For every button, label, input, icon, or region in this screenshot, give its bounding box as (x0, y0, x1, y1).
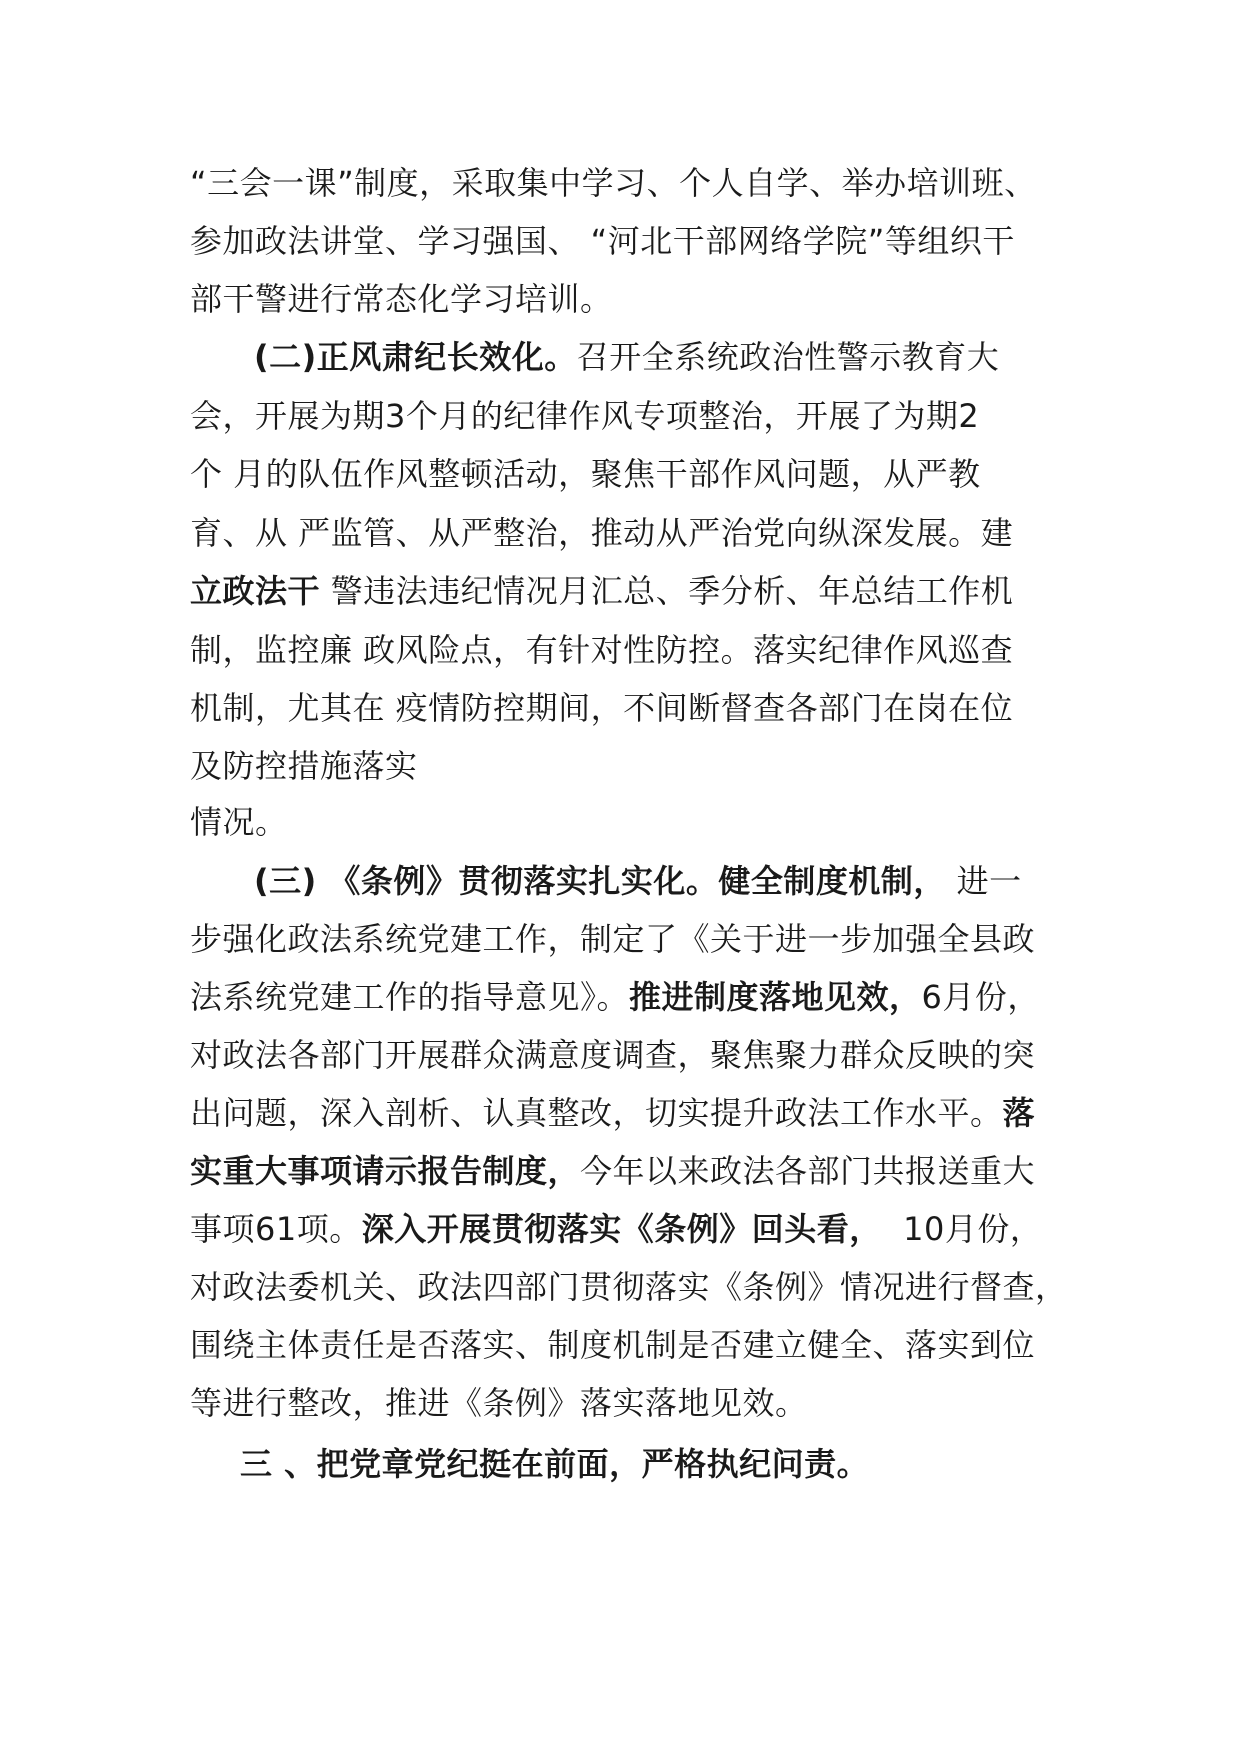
text-line (190, 919, 1035, 959)
text-line (190, 746, 418, 786)
text-line (190, 1383, 808, 1423)
text-segment: 等进行整改，推进《条例》落实落地见效。 (190, 1384, 808, 1422)
text-segment: 10月份， (881, 1210, 1043, 1248)
chapter-heading-line (240, 1444, 869, 1484)
text-segment: 6月份， (921, 978, 1040, 1016)
text-segment: 法系统党建工作的指导意见》。 (190, 978, 630, 1016)
text-segment: 个 月的队伍作风整顿活动，聚焦干部作风问题，从严教 (190, 455, 981, 493)
text-line (190, 688, 1013, 728)
bold-segment: 实重大事项请示报告制度， (190, 1152, 581, 1190)
text-segment: 对政法各部门开展群众满意度调查，聚焦聚力群众反映的突 (190, 1036, 1036, 1074)
text-segment: 事项61项。 (190, 1210, 362, 1248)
text-segment: 制，监控廉 政风险点，有针对性防控。落实纪律作风巡查 (190, 631, 1014, 669)
text-segment: “三会一课”制度，采取集中学习、个人自学、举办培训班、 (190, 164, 1037, 202)
text-segment: 围绕主体责任是否落实、制度机制是否建立健全、落实到位 (190, 1326, 1036, 1364)
text-line (190, 1267, 1068, 1307)
text-line (190, 571, 1013, 611)
text-segment: 出问题，深入剖析、认真整改，切实提升政法工作水平。 (190, 1094, 1003, 1132)
chapter-heading: 三 、把党章党纪挺在前面，严格执纪问责。 (240, 1445, 870, 1483)
text-segment: 情况。 (190, 803, 288, 841)
text-line (190, 1093, 1035, 1133)
text-segment: 部干警进行常态化学习培训。 (190, 280, 613, 318)
text-line (190, 163, 1037, 203)
text-line (190, 977, 1040, 1017)
text-line (190, 279, 613, 319)
text-line (190, 1035, 1035, 1075)
text-segment: 对政法委机关、政法四部门贯彻落实《条例》情况进行督查， (190, 1268, 1068, 1306)
bold-segment: 落 (1002, 1094, 1036, 1132)
section-heading-line (254, 861, 1022, 901)
text-segment: 警违法违纪情况月汇总、季分析、年总结工作机 (320, 572, 1014, 610)
text-segment: 机制，尤其在 疫情防控期间，不间断督查各部门在岗在位 (190, 689, 1014, 727)
text-line (190, 802, 288, 842)
text-line (190, 513, 1013, 553)
text-segment: 会，开展为期3个月的纪律作风专项整治，开展了为期2 (190, 397, 980, 435)
section-heading: (三) 《条例》贯彻落实扎实化。健全制度机制， (254, 862, 946, 900)
section-heading: (二)正风肃纪长效化。 (254, 338, 577, 376)
text-line (190, 630, 1013, 670)
text-line (190, 396, 979, 436)
bold-segment: 深入开展贯彻落实《条例》回头看， (361, 1210, 882, 1248)
text-line (190, 1209, 1042, 1249)
text-segment: 育、从 严监管、从严整治，推动从严治党向纵深发展。建 (190, 514, 1014, 552)
text-segment: 及防控措施落实 (190, 747, 418, 785)
text-segment: 召开全系统政治性警示教育大 (576, 338, 1000, 376)
text-segment: 步强化政法系统党建工作，制定了《关于进一步加强全县政 (190, 920, 1036, 958)
text-segment: 进一 (945, 862, 1022, 900)
text-line (190, 1151, 1035, 1191)
section-heading-line (254, 337, 999, 377)
text-segment: 今年以来政法各部门共报送重大 (580, 1152, 1036, 1190)
text-line (190, 1325, 1035, 1365)
bold-segment: 立政法干 (190, 572, 321, 610)
bold-segment: 推进制度落地见效， (629, 978, 922, 1016)
text-segment: 参加政法讲堂、学习强国、 “河北干部网络学院”等组织干 (190, 222, 1015, 260)
text-line (190, 221, 1015, 261)
text-line (190, 454, 981, 494)
